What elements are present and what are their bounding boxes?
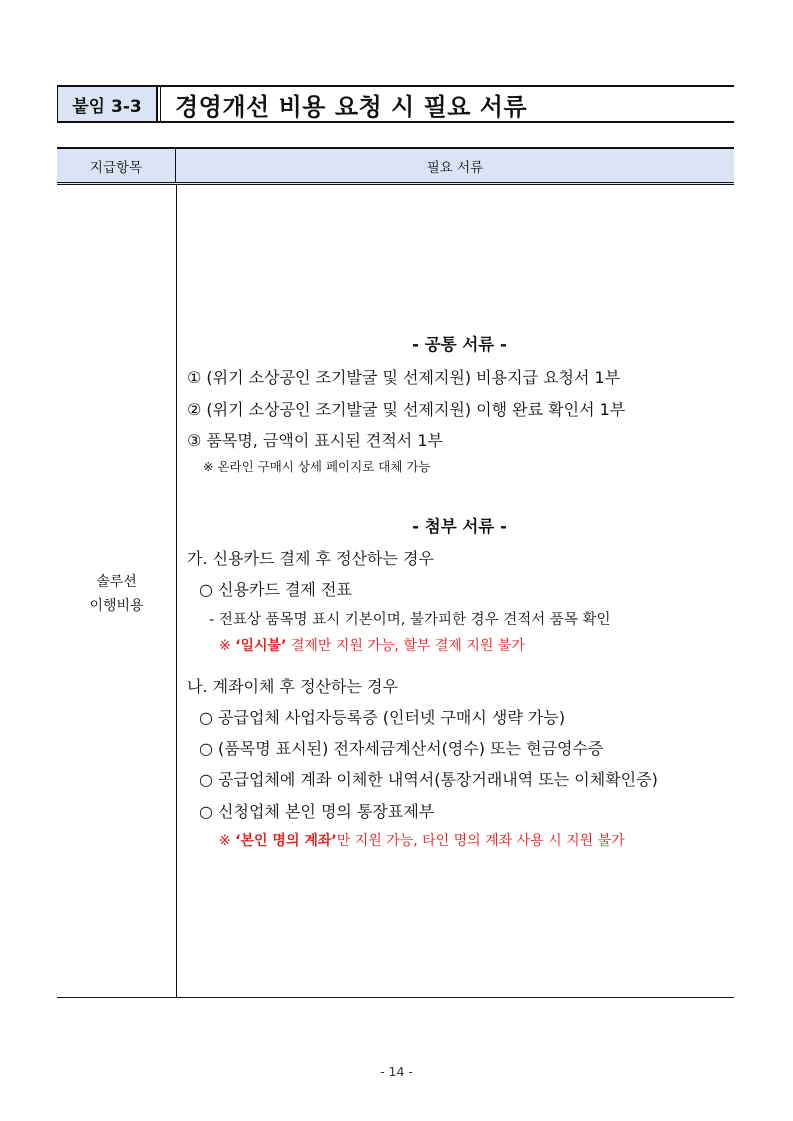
attached-docs-title: - 첨부 서류 - (412, 517, 507, 536)
payment-item-cell (57, 185, 177, 997)
ga-warning-mark: ※ (219, 638, 231, 654)
documents-table (57, 147, 734, 998)
title-bar (57, 85, 734, 123)
payment-item-line1: 솔루션 (96, 574, 137, 590)
payment-item-label (57, 570, 176, 618)
table-header (57, 147, 734, 185)
ga-warning-text: 결제만 지원 가능, 할부 결제 지원 불가 (286, 638, 525, 654)
table-body (57, 185, 734, 998)
common-item-1: ① (위기 소상공인 조기발굴 및 선제지원) 비용지급 요청서 1부 (187, 368, 621, 387)
common-item-3: ③ 품목명, 금액이 표시된 견적서 1부 (187, 431, 443, 450)
na-warning-mark: ※ (219, 833, 231, 849)
ga-warning (219, 635, 525, 655)
ga-sub-note: - 전표상 품목명 표시 기본이며, 불가피한 경우 견적서 품목 확인 (209, 612, 611, 628)
na-item-1: ○ 공급업체 사업자등록증 (인터넷 구매시 생략 가능) (199, 708, 566, 727)
page-number: - 14 - (380, 1064, 413, 1079)
header-required-docs: 필요 서류 (426, 159, 484, 176)
common-note: ※ 온라인 구매시 상세 페이지로 대체 가능 (203, 459, 431, 474)
payment-item-line2: 이행비용 (89, 598, 144, 614)
common-docs-title: - 공통 서류 - (412, 335, 507, 354)
ga-heading: 가. 신용카드 결제 후 정산하는 경우 (187, 549, 434, 568)
na-warning-bold: ‘본인 명의 계좌’ (235, 833, 337, 849)
common-item-2: ② (위기 소상공인 조기발굴 및 선제지원) 이행 완료 확인서 1부 (187, 400, 626, 419)
header-payment-item: 지급항목 (57, 149, 176, 182)
na-item-3: ○ 공급업체에 계좌 이체한 내역서(통장거래내역 또는 이체확인증) (199, 770, 658, 789)
attachment-label: 붙임 3-3 (57, 87, 158, 121)
page-title: 경영개선 비용 요청 시 필요 서류 (160, 87, 734, 121)
na-warning-text: 만 지원 가능, 타인 명의 계좌 사용 시 지원 불가 (336, 833, 625, 849)
ga-item-card-slip: ○ 신용카드 결제 전표 (199, 580, 352, 599)
na-item-2: ○ (품목명 표시된) 전자세금계산서(영수) 또는 현금영수증 (199, 739, 604, 758)
ga-warning-bold: ‘일시불’ (235, 638, 287, 654)
na-heading: 나. 계좌이체 후 정산하는 경우 (187, 677, 398, 696)
na-item-4: ○ 신청업체 본인 명의 통장표제부 (199, 802, 435, 821)
na-warning (219, 830, 625, 850)
